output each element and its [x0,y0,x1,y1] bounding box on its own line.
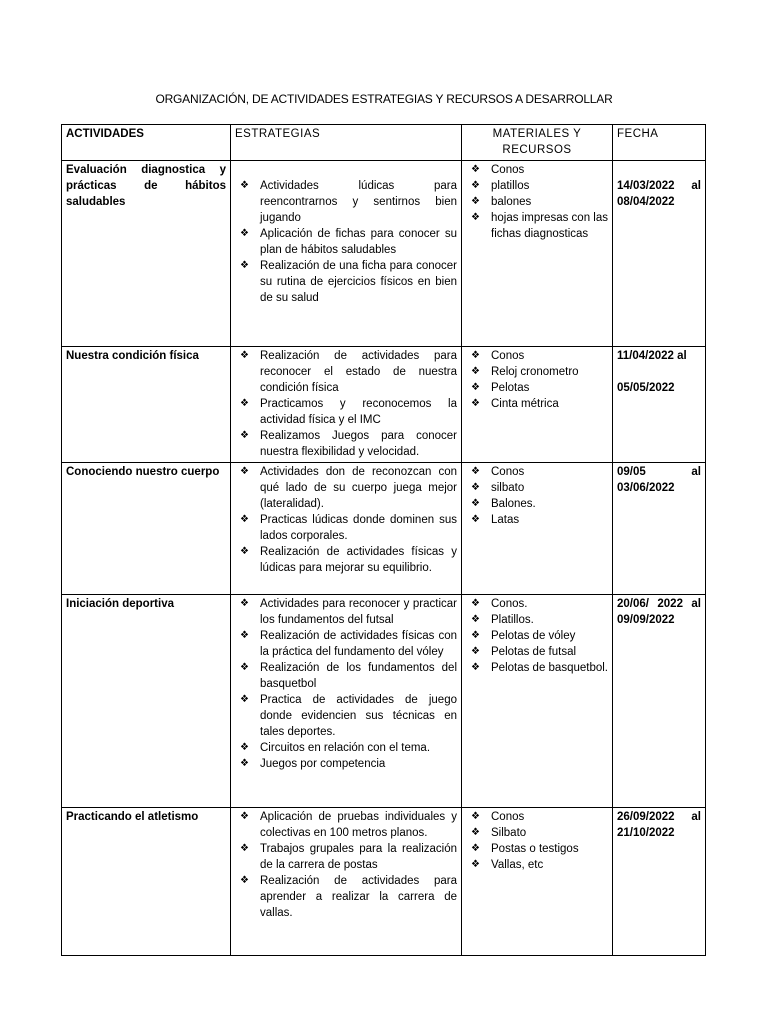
activity-name: Practicando el atletismo [62,808,231,956]
diamond-bullet-icon: ❖ [471,514,480,525]
diamond-bullet-icon: ❖ [240,694,249,705]
list-item: ❖ Conos [471,350,525,362]
list-item: ❖ Juegos por competencia [240,758,386,770]
diamond-bullet-icon: ❖ [471,180,480,191]
list-item: ❖ Silbato [471,827,527,839]
list-item: ❖ Pelotas de vóley [471,630,576,642]
diamond-bullet-icon: ❖ [240,514,249,525]
date-range: 26/09/2022 al 21/10/2022 [613,808,706,956]
date-range: 09/05 al 03/06/2022 [613,463,706,595]
strategies-cell [231,347,462,463]
list-item: ❖ Cinta métrica [471,398,559,410]
diamond-bullet-icon: ❖ [240,811,249,822]
diamond-bullet-icon: ❖ [240,430,249,441]
header-materiales: MATERIALES Y RECURSOS [462,125,613,161]
diamond-bullet-icon: ❖ [471,398,480,409]
strategies-cell [231,161,462,347]
diamond-bullet-icon: ❖ [471,614,480,625]
activity-name: Nuestra condición física [62,347,231,463]
list-item: ❖ Realización de los fundamentos del basquetbol [240,662,457,690]
activity-name: Conociendo nuestro cuerpo [62,463,231,595]
list-item: ❖ Latas [471,514,520,526]
list-item: ❖ Realizamos Juegos para conocer nuestra flexibilidad y velocidad. [240,430,457,458]
list-item: ❖ Practicas lúdicas donde dominen sus lados corporales. [240,514,457,542]
diamond-bullet-icon: ❖ [240,260,249,271]
diamond-bullet-icon: ❖ [471,662,480,673]
diamond-bullet-icon: ❖ [471,827,480,838]
document-title: ORGANIZACIÓN, DE ACTIVIDADES ESTRATEGIAS Y RECURSOS A DESARROLLAR [155,92,613,106]
strategies-cell [231,808,462,956]
diamond-bullet-icon: ❖ [471,366,480,377]
list-item: ❖ Balones. [471,498,536,510]
diamond-bullet-icon: ❖ [471,598,480,609]
strategies-cell [231,595,462,808]
list-item: ❖ Realización de actividades físicas con la práctica del fundamento del vóley [240,630,457,658]
materials-cell [462,808,613,956]
diamond-bullet-icon: ❖ [471,196,480,207]
header-fecha: FECHA [613,125,706,161]
diamond-bullet-icon: ❖ [240,630,249,641]
activity-name: Evaluación diagnostica y prácticas de hábitos saludables [62,161,231,347]
diamond-bullet-icon: ❖ [471,630,480,641]
materials-cell [462,595,613,808]
diamond-bullet-icon: ❖ [240,180,249,191]
diamond-bullet-icon: ❖ [471,482,480,493]
materials-cell [462,347,613,463]
list-item: ❖ Pelotas [471,382,530,394]
table-row [62,161,706,347]
list-item: ❖ Realización de una ficha para conocer su rutina de ejercicios físicos en bien de su salud [240,260,457,304]
list-item: ❖ Realización de actividades para aprender a realizar la carrera de vallas. [240,875,457,919]
list-item: ❖ balones [471,196,532,208]
diamond-bullet-icon: ❖ [471,350,480,361]
diamond-bullet-icon: ❖ [471,498,480,509]
list-item: ❖ Conos. [471,598,528,610]
materials-cell [462,463,613,595]
list-item: ❖ hojas impresas con las fichas diagnosticas [471,212,608,240]
list-item: ❖ Postas o testigos [471,843,579,855]
table-row [62,595,706,808]
list-item: ❖ Pelotas de basquetbol. [471,662,609,674]
date-range: 20/06/ 2022 al 09/09/2022 [613,595,706,808]
list-item: ❖ Pelotas de futsal [471,646,577,658]
list-item: ❖ Circuitos en relación con el tema. [240,742,431,754]
diamond-bullet-icon: ❖ [471,859,480,870]
list-item: ❖ platillos [471,180,530,192]
diamond-bullet-icon: ❖ [240,662,249,673]
diamond-bullet-icon: ❖ [471,811,480,822]
diamond-bullet-icon: ❖ [240,598,249,609]
table-row [62,463,706,595]
list-item: ❖ Platillos. [471,614,534,626]
diamond-bullet-icon: ❖ [471,382,480,393]
table-row [62,347,706,463]
activity-name: Iniciación deportiva [62,595,231,808]
list-item: ❖ silbato [471,482,525,494]
diamond-bullet-icon: ❖ [240,546,249,557]
diamond-bullet-icon: ❖ [240,228,249,239]
list-item: ❖ Aplicación de fichas para conocer su plan de hábitos saludables [240,228,457,256]
list-item: ❖ Conos [471,164,525,176]
table-header-row [62,125,706,161]
activities-table [61,124,706,956]
diamond-bullet-icon: ❖ [471,212,480,223]
diamond-bullet-icon: ❖ [471,164,480,175]
list-item: ❖ Trabajos grupales para la realización de la carrera de postas [240,843,457,871]
header-estrategias: ESTRATEGIAS [231,125,462,161]
list-item: ❖ Actividades lúdicas para reencontrarnos y sentirnos bien jugando [240,180,457,224]
diamond-bullet-icon: ❖ [240,843,249,854]
list-item: ❖ Aplicación de pruebas individuales y colectivas en 100 metros planos. [240,811,457,839]
date-range: 14/03/2022 al 08/04/2022 [613,161,706,347]
list-item: ❖ Realización de actividades físicas y lúdicas para mejorar su equilibrio. [240,546,457,574]
list-item: ❖ Realización de actividades para reconocer el estado de nuestra condición física [240,350,457,394]
diamond-bullet-icon: ❖ [240,350,249,361]
diamond-bullet-icon: ❖ [471,843,480,854]
diamond-bullet-icon: ❖ [240,758,249,769]
diamond-bullet-icon: ❖ [240,466,249,477]
list-item: ❖ Actividades para reconocer y practicar los fundamentos del futsal [240,598,457,626]
list-item: ❖ Practica de actividades de juego donde evidencien sus técnicas en tales deportes. [240,694,457,738]
list-item: ❖ Conos [471,811,525,823]
date-range: 11/04/2022 al 05/05/2022 [613,347,706,463]
diamond-bullet-icon: ❖ [471,646,480,657]
list-item: ❖ Actividades don de reconozcan con qué lado de su cuerpo juega mejor (lateralidad). [240,466,457,510]
table-row [62,808,706,956]
diamond-bullet-icon: ❖ [240,875,249,886]
list-item: ❖ Reloj cronometro [471,366,579,378]
list-item: ❖ Vallas, etc [471,859,544,871]
materials-cell [462,161,613,347]
diamond-bullet-icon: ❖ [471,466,480,477]
diamond-bullet-icon: ❖ [240,742,249,753]
diamond-bullet-icon: ❖ [240,398,249,409]
strategies-cell [231,463,462,595]
header-actividades: ACTIVIDADES [62,125,231,161]
list-item: ❖ Practicamos y reconocemos la actividad física y el IMC [240,398,457,426]
list-item: ❖ Conos [471,466,525,478]
